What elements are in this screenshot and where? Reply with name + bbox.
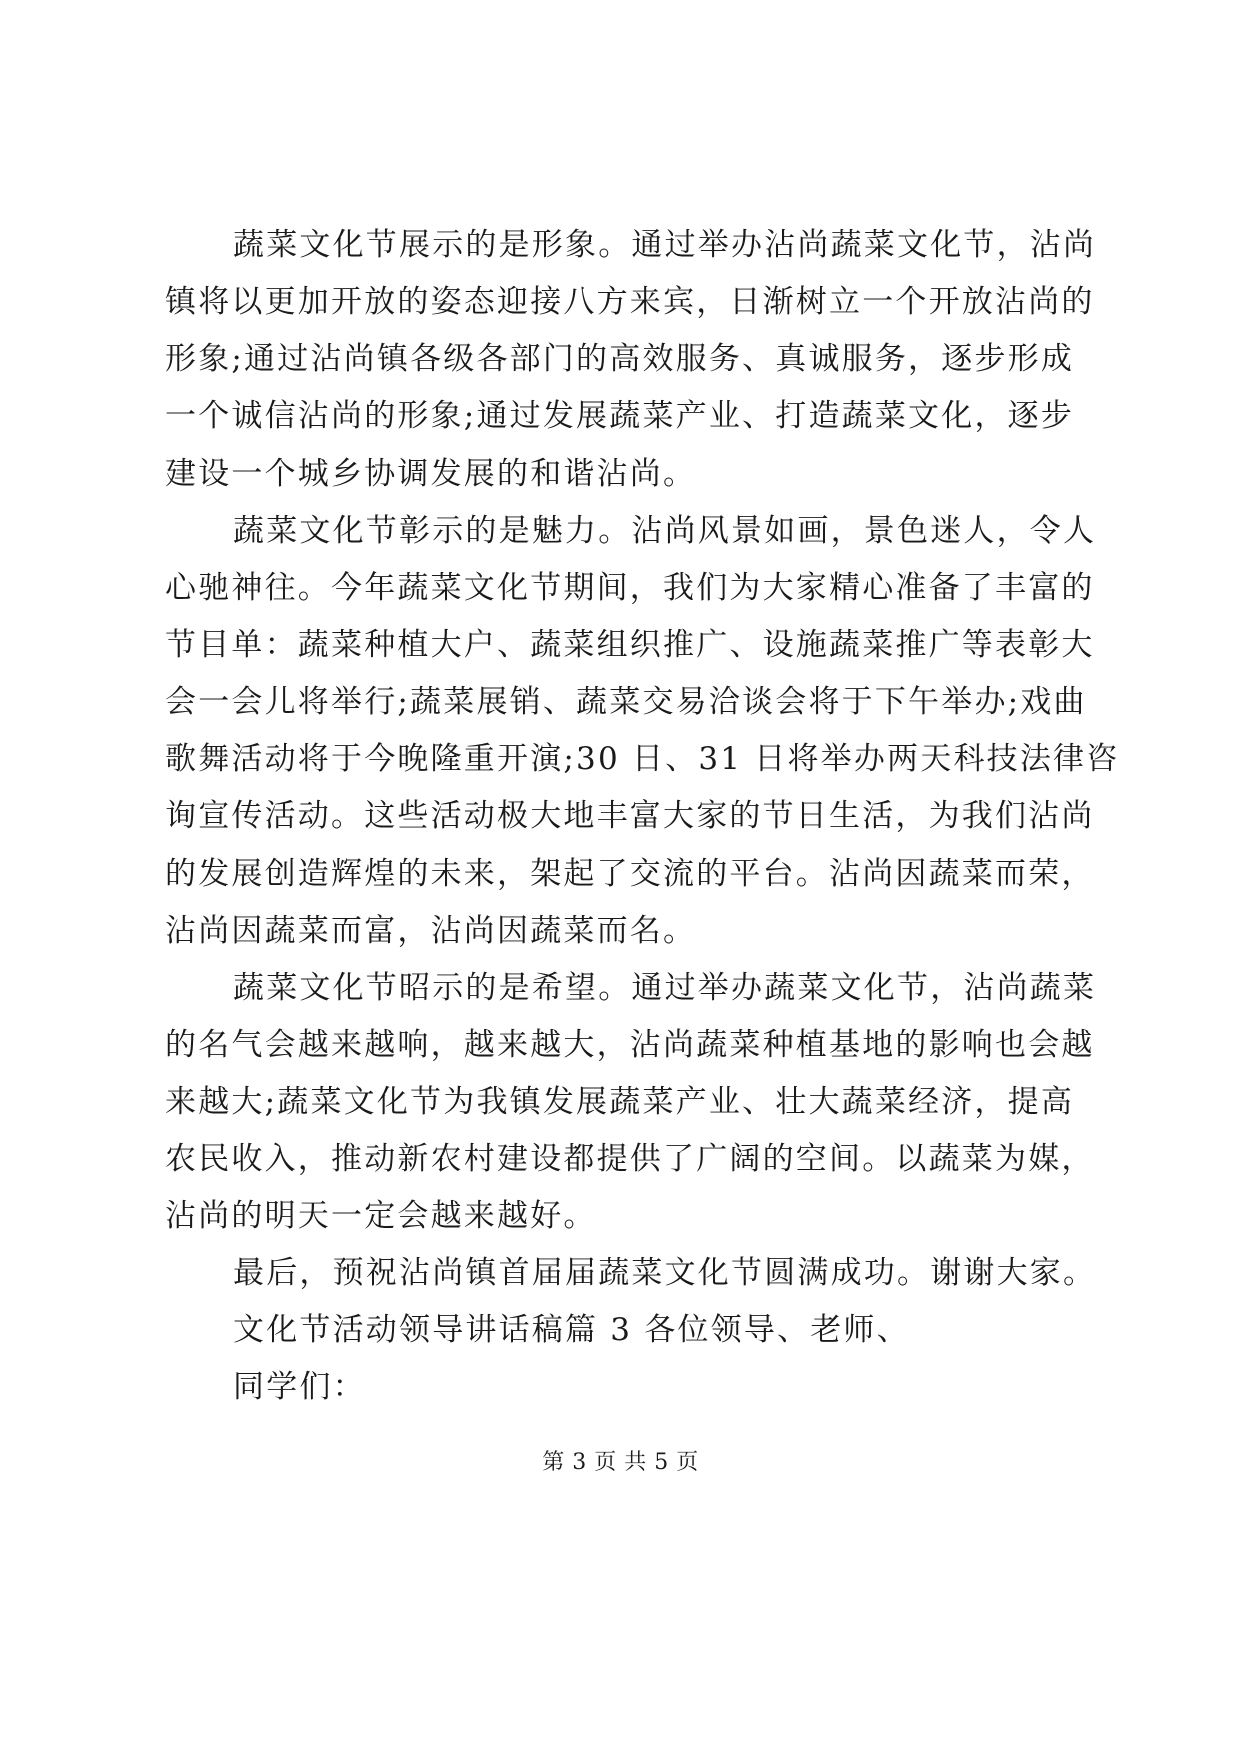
paragraph-3-line-1: 蔬菜文化节昭示的是希望。通过举办蔬菜文化节，沾尚蔬菜 [233,970,1097,1006]
paragraph-2-line-3: 节目单：蔬菜种植大户、蔬菜组织推广、设施蔬菜推广等表彰大 [165,627,1095,663]
greeting-line: 同学们： [233,1369,366,1405]
paragraph-1-line-2: 镇将以更加开放的姿态迎接八方来宾，日渐树立一个开放沾尚的 [165,284,1095,320]
paragraph-2-line-7: 的发展创造辉煌的未来，架起了交流的平台。沾尚因蔬菜而荣， [165,856,1095,892]
closing-line: 最后，预祝沾尚镇首届届蔬菜文化节圆满成功。谢谢大家。 [233,1255,1097,1291]
paragraph-2-line-6: 询宣传活动。这些活动极大地丰富大家的节日生活，为我们沾尚 [165,798,1095,834]
paragraph-3-line-4: 农民收入，推动新农村建设都提供了广阔的空间。以蔬菜为媒， [165,1141,1095,1177]
paragraph-1-line-3: 形象;通过沾尚镇各级各部门的高效服务、真诚服务，逐步形成 [165,341,1075,377]
paragraph-2-line-2: 心驰神往。今年蔬菜文化节期间，我们为大家精心准备了丰富的 [165,570,1095,606]
paragraph-1-line-1: 蔬菜文化节展示的是形象。通过举办沾尚蔬菜文化节，沾尚 [233,227,1097,263]
paragraph-3-line-2: 的名气会越来越响，越来越大，沾尚蔬菜种植基地的影响也会越 [165,1027,1095,1063]
paragraph-2-line-4: 会一会儿将举行;蔬菜展销、蔬菜交易洽谈会将于下午举办;戏曲 [165,684,1087,720]
paragraph-1-line-5: 建设一个城乡协调发展的和谐沾尚。 [165,456,697,492]
paragraph-2-line-8: 沾尚因蔬菜而富，沾尚因蔬菜而名。 [165,913,697,949]
paragraph-3-line-3: 来越大;蔬菜文化节为我镇发展蔬菜产业、壮大蔬菜经济，提高 [165,1084,1075,1120]
paragraph-2-line-5: 歌舞活动将于今晚隆重开演;30 日、31 日将举办两天科技法律咨 [165,741,1120,777]
section-heading-line: 文化节活动领导讲话稿篇 3 各位领导、老师、 [233,1312,910,1348]
page-footer: 第 3 页 共 5 页 [542,1450,699,1475]
paragraph-3-line-5: 沾尚的明天一定会越来越好。 [165,1198,597,1234]
paragraph-2-line-1: 蔬菜文化节彰示的是魅力。沾尚风景如画，景色迷人，令人 [233,513,1097,549]
paragraph-1-line-4: 一个诚信沾尚的形象;通过发展蔬菜产业、打造蔬菜文化，逐步 [165,398,1075,434]
